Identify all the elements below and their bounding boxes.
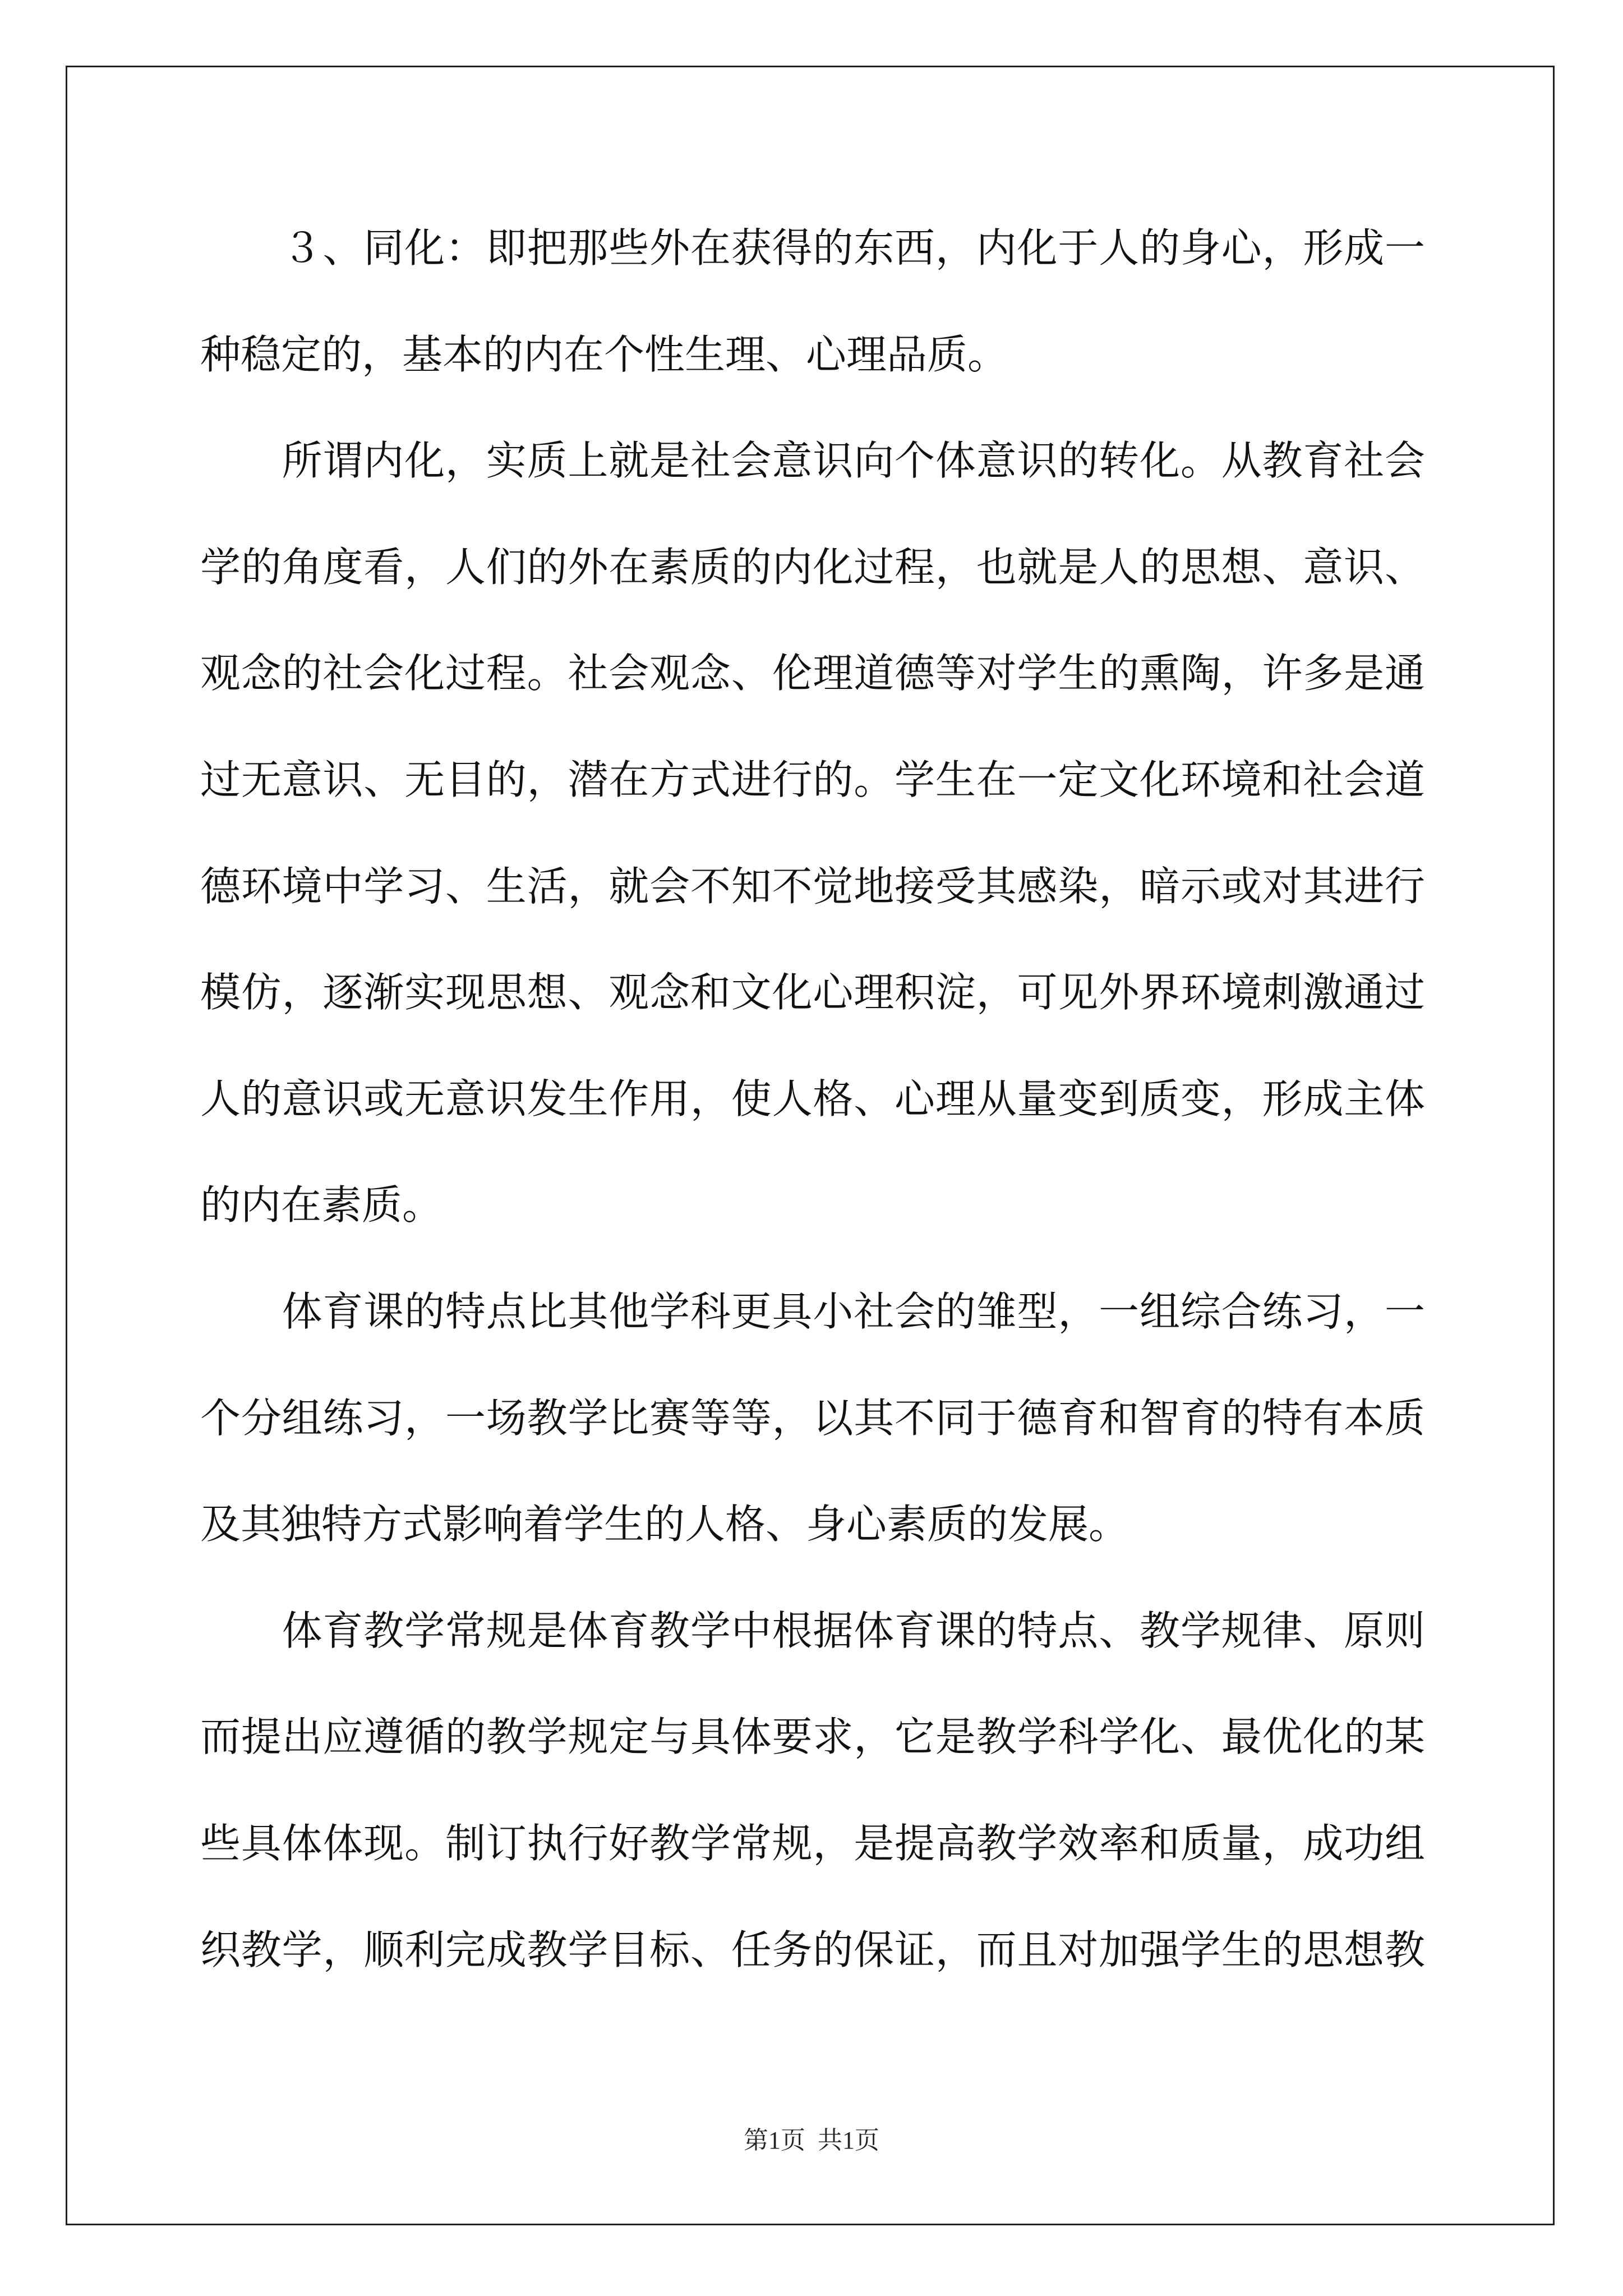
paragraph bbox=[200, 1259, 1425, 1578]
page-footer: 第1页 共1页 bbox=[744, 2127, 879, 2154]
paragraph-line: 些具体体现。制订执行好教学常规，是提高教学效率和质量，成功组 bbox=[200, 1819, 1425, 1867]
paragraph-line: 学的角度看，人们的外在素质的内化过程，也就是人的思想、意识、 bbox=[200, 543, 1425, 591]
paragraph-line: 的内在素质。 bbox=[200, 1181, 443, 1229]
paragraph bbox=[200, 195, 1425, 408]
paragraph-line: 而提出应遵循的教学规定与具体要求，它是教学科学化、最优化的某 bbox=[200, 1713, 1425, 1761]
paragraph bbox=[200, 408, 1425, 1259]
document-body bbox=[200, 195, 1425, 2003]
paragraph-line: 过无意识、无目的，潜在方式进行的。学生在一定文化环境和社会道 bbox=[200, 756, 1425, 803]
paragraph-line: 观念的社会化过程。社会观念、伦理道德等对学生的熏陶，许多是通 bbox=[200, 650, 1425, 697]
paragraph-line: 所谓内化，实质上就是社会意识向个体意识的转化。从教育社会 bbox=[282, 437, 1425, 485]
paragraph-line: 德环境中学习、生活，就会不知不觉地接受其感染，暗示或对其进行 bbox=[200, 862, 1425, 910]
paragraph-line: 织教学，顺利完成教学目标、任务的保证，而且对加强学生的思想教 bbox=[200, 1926, 1425, 1973]
paragraph-line: ３、同化：即把那些外在获得的东西，内化于人的身心，形成一 bbox=[282, 224, 1425, 272]
paragraph-line: 种稳定的，基本的内在个性生理、心理品质。 bbox=[200, 330, 1008, 378]
paragraph-line: 个分组练习，一场教学比赛等等，以其不同于德育和智育的特有本质 bbox=[200, 1394, 1425, 1442]
paragraph bbox=[200, 1578, 1425, 2003]
paragraph-line: 体育教学常规是体育教学中根据体育课的特点、教学规律、原则 bbox=[282, 1607, 1425, 1654]
paragraph-line: 体育课的特点比其他学科更具小社会的雏型，一组综合练习，一 bbox=[282, 1287, 1425, 1335]
paragraph-line: 及其独特方式影响着学生的人格、身心素质的发展。 bbox=[200, 1501, 1129, 1548]
paragraph-line: 人的意识或无意识发生作用，使人格、心理从量变到质变，形成主体 bbox=[200, 1075, 1425, 1122]
paragraph-line: 模仿，逐渐实现思想、观念和文化心理积淀，可见外界环境刺激通过 bbox=[200, 969, 1425, 1016]
